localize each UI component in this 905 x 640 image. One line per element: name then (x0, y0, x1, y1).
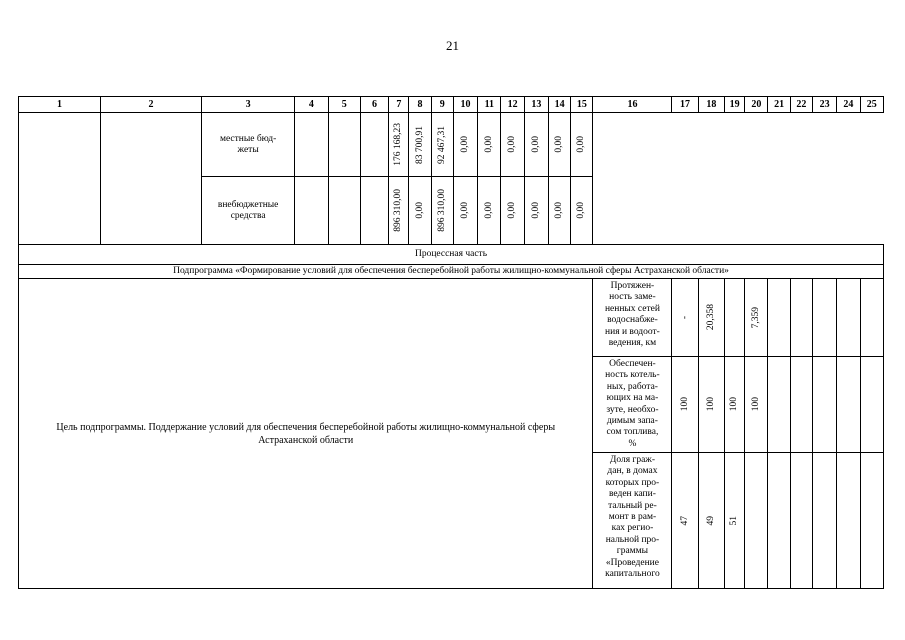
cell-empty (328, 113, 360, 177)
cell-empty (790, 357, 812, 453)
funding-value: 0,00 (576, 136, 587, 153)
column-number: 15 (571, 97, 593, 113)
funding-value: 0,00 (507, 202, 518, 219)
subprogram-goal: Цель подпрограммы. Поддержание условий для обеспечения бесперебойной работы жилищно-коммунальной сферы Астраханской области (19, 279, 593, 589)
cell-empty (790, 453, 812, 589)
cell-empty (768, 357, 790, 453)
indicator-label: Обеспечен- ность котель- ных, работа- ющих на ма- зуте, необхо- димым запа- сом топлива, % (593, 357, 672, 453)
cell-empty (360, 177, 388, 245)
indicator-value: 100 (750, 397, 761, 412)
funding-value: 0,00 (483, 136, 494, 153)
indicator-value: 51 (729, 515, 740, 526)
cell-empty (295, 113, 328, 177)
cell-empty (837, 279, 860, 357)
column-number: 18 (698, 97, 724, 113)
indicator-label: Протяжен- ность заме- ненных сетей водоснабже- ния и водоот- ведения, км (593, 279, 672, 357)
cell-empty (837, 357, 860, 453)
cell-empty (812, 453, 836, 589)
funding-value: 0,00 (554, 136, 565, 153)
cell-empty (295, 177, 328, 245)
section-row (19, 245, 884, 265)
funding-value: 0,00 (483, 202, 494, 219)
indicator-value: 49 (705, 515, 716, 526)
funding-value: 0,00 (554, 202, 565, 219)
funding-value: 92 467,31 (436, 125, 447, 164)
column-number: 11 (478, 97, 501, 113)
indicator-label: Доля граж- дан, в домах которых про- веден капи- тальный ре- монт в рам- ках регио- нальной про- граммы «Проведение капитального (593, 453, 672, 589)
column-number: 8 (409, 97, 431, 113)
column-number: 17 (672, 97, 698, 113)
column-number: 20 (745, 97, 768, 113)
indicator-value: 100 (705, 397, 716, 412)
header-row (19, 97, 884, 113)
cell-empty (812, 357, 836, 453)
funding-value: 0,00 (507, 136, 518, 153)
column-number: 5 (328, 97, 360, 113)
column-number: 23 (812, 97, 836, 113)
cell-empty (837, 453, 860, 589)
funding-value: 0,00 (576, 202, 587, 219)
column-number: 6 (360, 97, 388, 113)
column-number: 16 (593, 97, 672, 113)
column-number: 19 (724, 97, 744, 113)
subprogram-title: Подпрограмма «Формирование условий для обеспечения бесперебойной работы жилищно-коммунальной сферы Астраханской области» (19, 265, 884, 279)
cell-empty (768, 279, 790, 357)
funding-value: 896 310,00 (393, 189, 404, 232)
funding-source-label: внебюджетные средства (202, 177, 295, 245)
column-number: 4 (295, 97, 328, 113)
column-number: 22 (790, 97, 812, 113)
cell-empty (768, 453, 790, 589)
page-number: 21 (446, 38, 459, 53)
funding-value: 0,00 (414, 202, 425, 219)
cell-empty (328, 177, 360, 245)
cell-empty (860, 453, 884, 589)
cell-col1 (19, 113, 101, 245)
funding-value: 0,00 (530, 202, 541, 219)
cell-empty (360, 113, 388, 177)
funding-value: 0,00 (460, 202, 471, 219)
indicator-value: 7,359 (750, 306, 761, 329)
funding-row-local-budgets (19, 113, 884, 177)
cell-col2 (100, 113, 201, 245)
subprogram-row (19, 265, 884, 279)
funding-value: 896 310,00 (436, 189, 447, 232)
column-number: 25 (860, 97, 884, 113)
column-number: 12 (501, 97, 524, 113)
program-table (18, 96, 884, 589)
column-number: 7 (389, 97, 409, 113)
column-number: 13 (524, 97, 548, 113)
funding-source-label: местные бюд- жеты (202, 113, 295, 177)
cell-empty (812, 279, 836, 357)
cell-empty (860, 279, 884, 357)
cell-empty-block (593, 113, 884, 245)
column-number: 1 (19, 97, 101, 113)
cell-empty (860, 357, 884, 453)
indicator-value: 47 (679, 515, 690, 526)
column-number: 14 (548, 97, 570, 113)
column-number: 2 (100, 97, 201, 113)
column-number: 24 (837, 97, 860, 113)
indicator-value: 100 (729, 397, 740, 412)
column-number: 3 (202, 97, 295, 113)
funding-value: 0,00 (460, 136, 471, 153)
indicator-value: 20,358 (705, 304, 716, 331)
section-title: Процессная часть (19, 245, 884, 265)
indicator-value: - (679, 315, 690, 320)
funding-value: 176 168,23 (393, 123, 404, 166)
column-number: 10 (453, 97, 477, 113)
funding-value: 0,00 (530, 136, 541, 153)
indicator-row (19, 279, 884, 357)
column-number: 9 (431, 97, 453, 113)
funding-value: 83 700,91 (414, 125, 425, 164)
cell-empty (790, 279, 812, 357)
column-number: 21 (768, 97, 790, 113)
indicator-value: 100 (679, 397, 690, 412)
